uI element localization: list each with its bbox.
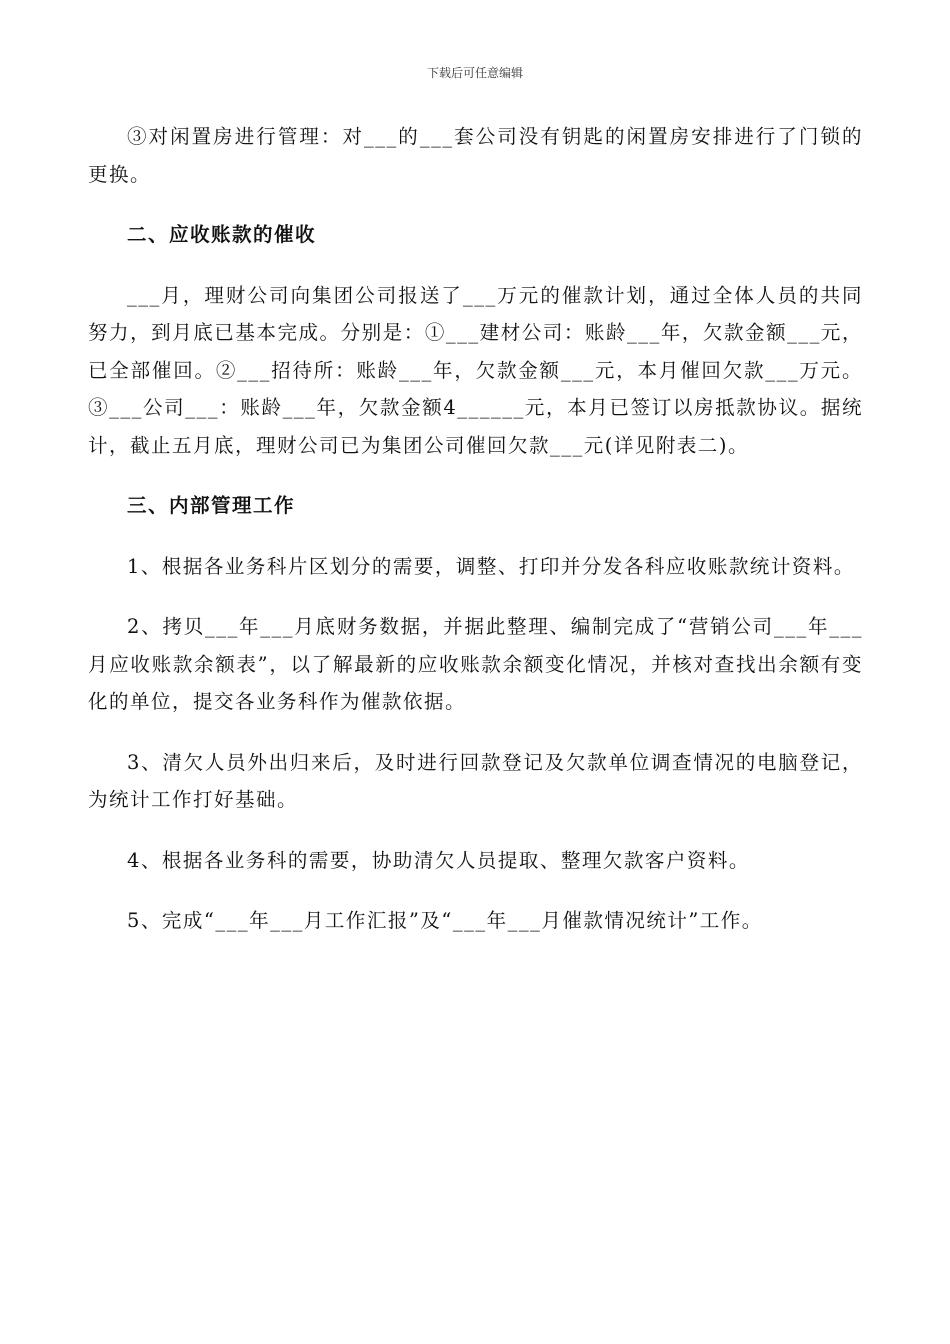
document-body (88, 118, 863, 940)
paragraph-item-3: 3、清欠人员外出归来后，及时进行回款登记及欠款单位调查情况的电脑登记，为统计工作打好基础。 (88, 750, 863, 811)
spacer (88, 879, 863, 902)
spacer (88, 464, 863, 487)
spacer (88, 585, 863, 608)
spacer (88, 254, 863, 277)
section-heading-receivables: 二、应收账款的催收 (127, 223, 317, 246)
paragraph-item-1: 1、根据各业务科片区划分的需要，调整、打印并分发各科应收账款统计资料。 (127, 554, 855, 578)
paragraph-collection-plan: ___月，理财公司向集团公司报送了___万元的催款计划，通过全体人员的共同努力，到月底已基本完成。分别是：①___建材公司：账龄___年，欠款金额___元，已全部催回。②___招待所：账龄___年，欠款金额___元，本月催回欠款___万元。③___公司___：账龄___年，欠款金额4______元，本月已签订以房抵款协议。据统计，截止五月底，理财公司已为集团公司催回欠款___元(详见附表二)。 (88, 283, 863, 457)
spacer (88, 193, 863, 216)
paragraph-item-4: 4、根据各业务科的需要，协助清欠人员提取、整理欠款客户资料。 (127, 848, 750, 872)
spacer (88, 819, 863, 842)
spacer (88, 721, 863, 744)
section-heading-internal-management: 三、内部管理工作 (127, 494, 296, 517)
paragraph-vacant-housing: ③对闲置房进行管理：对___的___套公司没有钥匙的闲置房安排进行了门锁的更换。 (88, 125, 863, 186)
paragraph-item-2: 2、拷贝___年___月底财务数据，并据此整理、编制完成了“营销公司___年___月应收账款余额表”，以了解最新的应收账款余额变化情况，并核对查找出余额有变化的单位，提交各业务科作为催款依据。 (88, 615, 863, 713)
page-header: 下载后可任意编辑 (426, 66, 523, 80)
paragraph-item-5: 5、完成“___年___月工作汇报”及“___年___月催款情况统计”工作。 (127, 909, 763, 932)
spacer (88, 525, 863, 548)
